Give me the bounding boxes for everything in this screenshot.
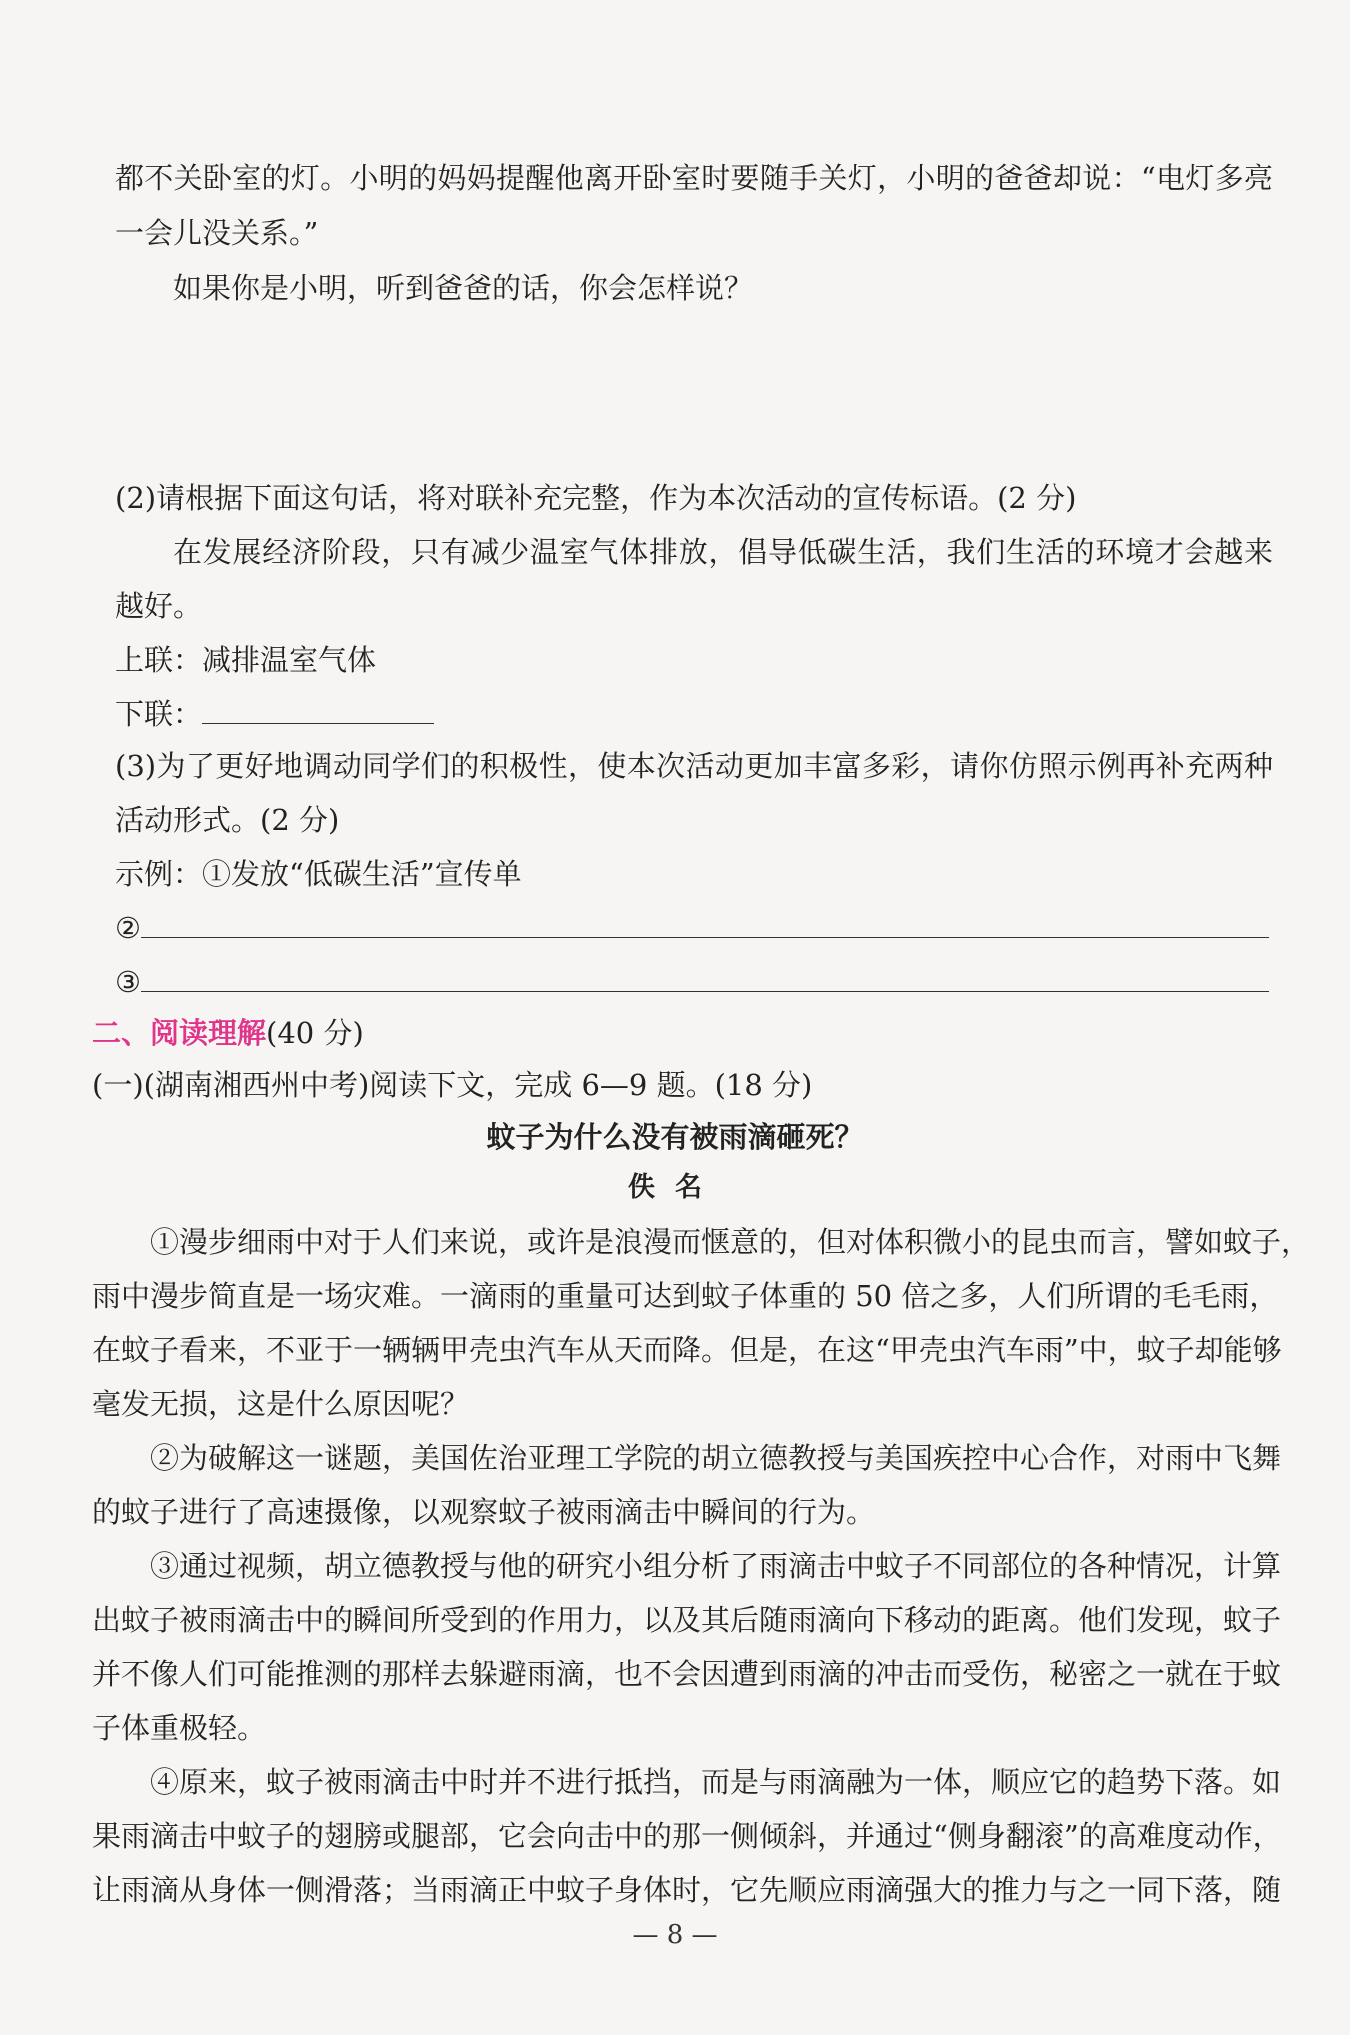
lower-couplet-label: 下联： — [115, 697, 203, 731]
text-line: 一会儿没关系。” — [115, 216, 319, 250]
paragraph-line: 的蚊子进行了高速摄像，以观察蚊子被雨滴击中瞬间的行为。 — [92, 1495, 876, 1529]
text-line: 越好。 — [115, 589, 203, 623]
paragraph-line: ③通过视频，胡立德教授与他的研究小组分析了雨滴击中蚊子不同部位的各种情况，计算 — [150, 1549, 1282, 1583]
paragraph-line: 雨中漫步简直是一场灾难。一滴雨的重量可达到蚊子体重的 50 倍之多，人们所谓的毛毛雨， — [92, 1279, 1279, 1313]
paragraph-line: ②为破解这一谜题，美国佐治亚理工学院的胡立德教授与美国疾控中心合作，对雨中飞舞 — [150, 1441, 1282, 1475]
answer-blank[interactable] — [141, 909, 1269, 938]
text-line: 在发展经济阶段，只有减少温室气体排放，倡导低碳生活，我们生活的环境才会越来 — [173, 535, 1273, 569]
example-line: 示例：①发放“低碳生活”宣传单 — [115, 857, 522, 891]
paragraph-line: 毫发无损，这是什么原因呢？ — [92, 1387, 470, 1421]
paragraph-line: ④原来，蚊子被雨滴击中时并不进行抵挡，而是与雨滴融为一体，顺应它的趋势下落。如 — [150, 1765, 1282, 1799]
text-line: 活动形式。(2 分) — [115, 803, 340, 837]
answer-blank[interactable] — [202, 695, 434, 724]
lower-couplet — [115, 694, 1350, 734]
text-line: 都不关卧室的灯。小明的妈妈提醒他离开卧室时要随手关灯，小明的爸爸却说：“电灯多亮 — [115, 161, 1273, 195]
paragraph-line: 子体重极轻。 — [92, 1711, 267, 1745]
section-title: 二、阅读理解 — [92, 1016, 267, 1050]
paragraph-line: 在蚊子看来，不亚于一辆辆甲壳虫汽车从天而降。但是，在这“甲壳虫汽车雨”中，蚊子却能够 — [92, 1333, 1282, 1367]
page-number: — 8 — — [632, 1920, 718, 1950]
paragraph-line: 并不像人们可能推测的那样去躲避雨滴，也不会因遭到雨滴的冲击而受伤，秘密之一就在于蚊 — [92, 1657, 1282, 1691]
answer-line-2 — [115, 908, 1350, 948]
question-3: (3)为了更好地调动同学们的积极性，使本次活动更加丰富多彩，请你仿照示例再补充两种 — [115, 749, 1273, 783]
section-heading — [92, 1013, 1350, 1053]
upper-couplet: 上联：减排温室气体 — [115, 643, 377, 677]
paragraph-line: 让雨滴从身体一侧滑落；当雨滴正中蚊子身体时，它先顺应雨滴强大的推力与之一同下落，随 — [92, 1873, 1282, 1907]
article-author: 佚名 — [628, 1172, 722, 1203]
answer-line-3 — [115, 962, 1350, 1002]
section-score: (40 分) — [266, 1016, 364, 1050]
answer-marker: ③ — [115, 965, 141, 999]
answer-blank[interactable] — [141, 963, 1269, 992]
question-2: (2)请根据下面这句话，将对联补充完整，作为本次活动的宣传标语。(2 分) — [115, 481, 1077, 515]
article-title: 蚊子为什么没有被雨滴砸死？ — [486, 1120, 864, 1154]
paragraph-line: 出蚊子被雨滴击中的瞬间所受到的作用力，以及其后随雨滴向下移动的距离。他们发现，蚊子 — [92, 1603, 1282, 1637]
paragraph-line: 果雨滴击中蚊子的翅膀或腿部，它会向击中的那一侧倾斜，并通过“侧身翻滚”的高难度动作， — [92, 1819, 1282, 1853]
answer-marker: ② — [115, 911, 141, 945]
question-prompt: 如果你是小明，听到爸爸的话，你会怎样说？ — [173, 271, 754, 305]
paragraph-line: ①漫步细雨中对于人们来说，或许是浪漫而惬意的，但对体积微小的昆虫而言，譬如蚊子， — [150, 1225, 1311, 1259]
section-subtitle: (一)(湖南湘西州中考)阅读下文，完成 6—9 题。(18 分) — [92, 1068, 813, 1102]
